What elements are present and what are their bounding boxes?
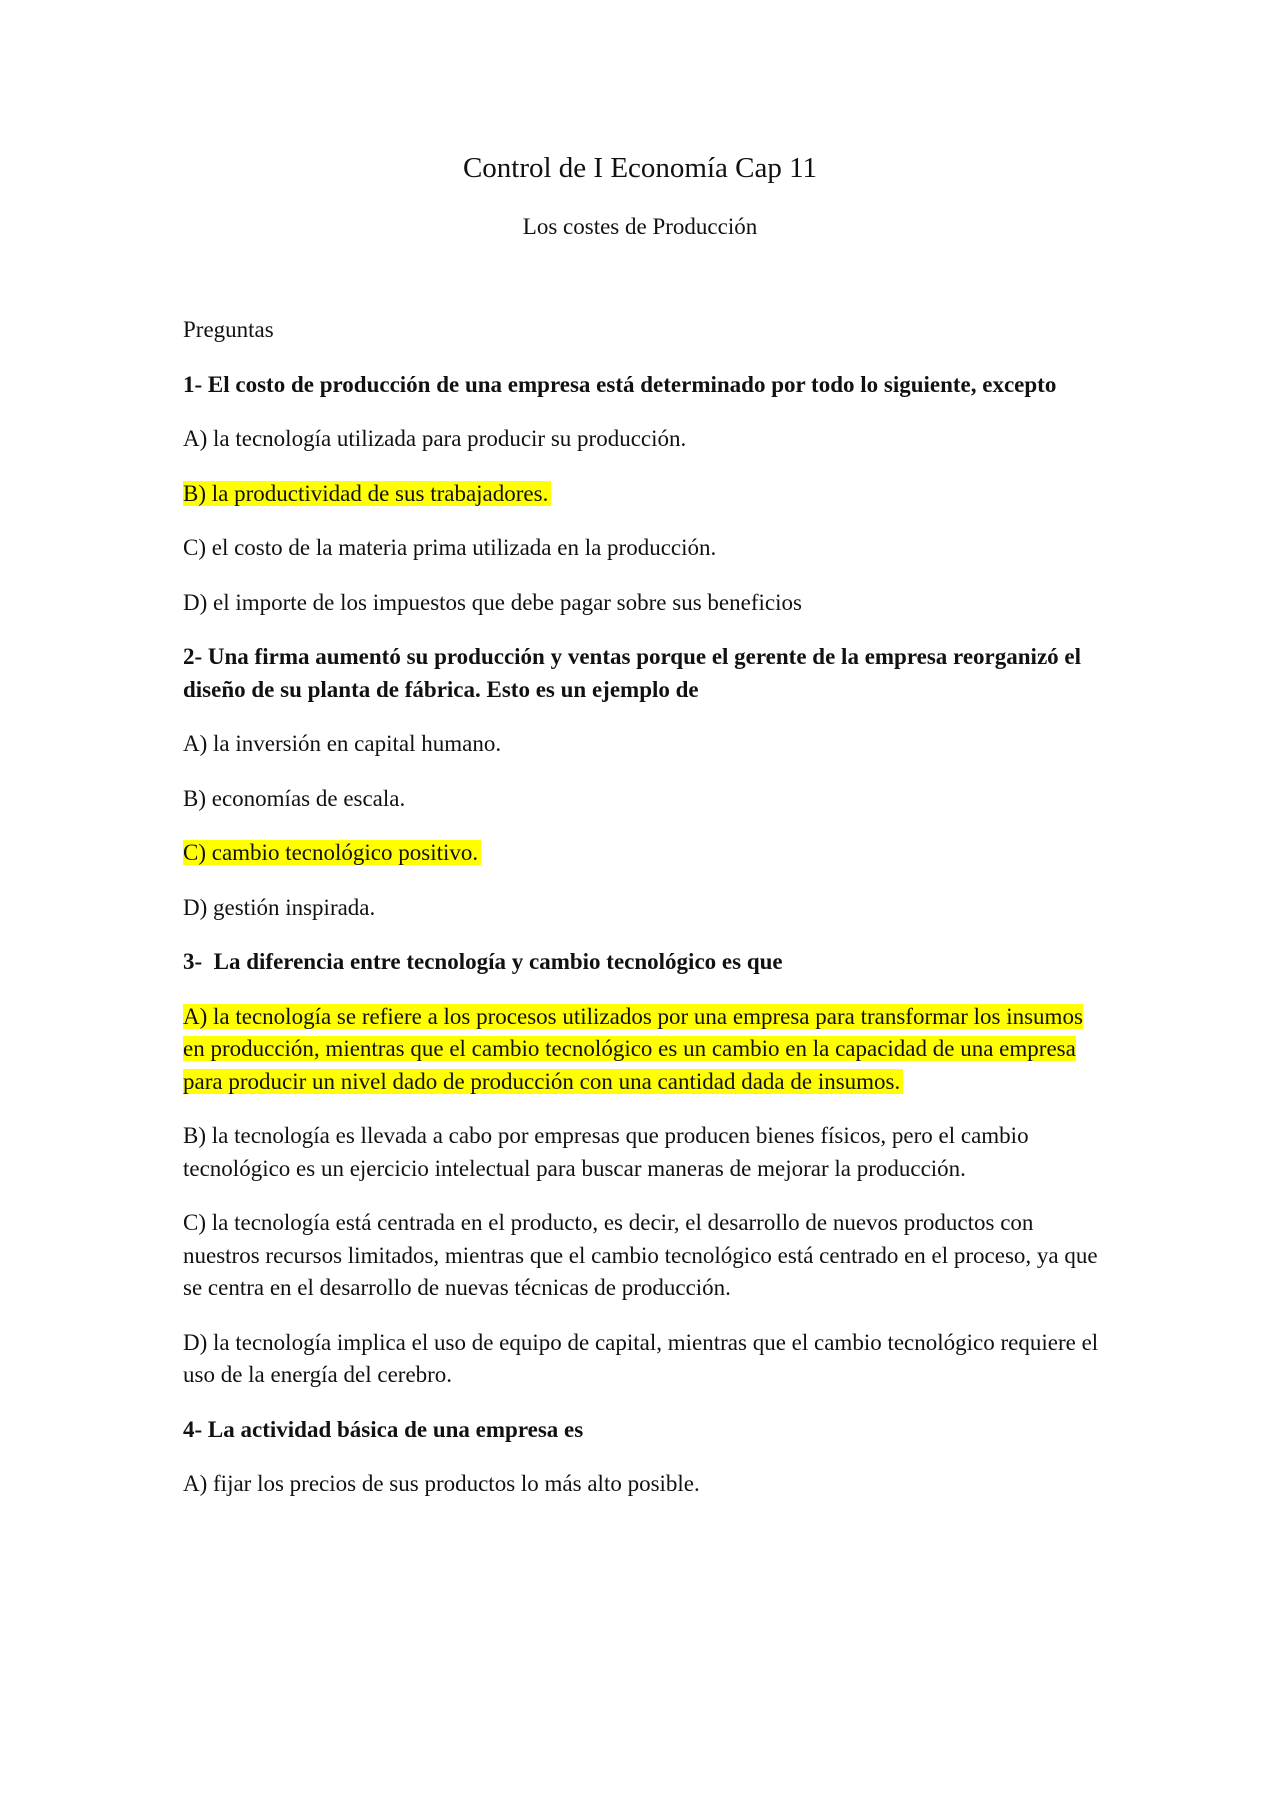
question-2-option-c <box>183 837 1103 870</box>
question-2: 2- Una firma aumentó su producción y ventas porque el gerente de la empresa reorganizó el diseño de su planta de fábrica. Esto es un ejemplo de <box>183 644 1081 702</box>
question-4-option-a: A) fijar los precios de sus productos lo más alto posible. <box>183 1471 700 1496</box>
question-3-option-a <box>183 1001 1103 1099</box>
question-1-option-b <box>183 478 1103 511</box>
question-3: 3- La diferencia entre tecnología y cambio tecnológico es que <box>183 949 783 974</box>
question-1-option-a: A) la tecnología utilizada para producir su producción. <box>183 426 687 451</box>
question-1-option-c: C) el costo de la materia prima utilizada en la producción. <box>183 535 717 560</box>
document-title: Control de I Economía Cap 11 <box>462 152 818 184</box>
question-2-option-d: D) gestión inspirada. <box>183 894 376 920</box>
answer-highlight: C) cambio tecnológico positivo. <box>183 840 481 865</box>
question-3-option-d: D) la tecnología implica el uso de equipo de capital, mientras que el cambio tecnológico requiere el uso de la energía del cerebro. <box>183 1329 1099 1387</box>
question-3-option-b: B) la tecnología es llevada a cabo por empresas que producen bienes físicos, pero el cambio tecnológico es un ejercicio intelectual para buscar maneras de mejorar la producción. <box>183 1123 1029 1181</box>
document-subtitle: Los costes de Producción <box>522 214 758 239</box>
answer-highlight: A) la tecnología se refiere a los procesos utilizados por una empresa para transformar los insumos en producción, mientras que el cambio tecnológico es un cambio en la capacidad de una empresa para producir un nivel dado de producción con una cantidad dada de insumos. <box>183 1003 1083 1094</box>
question-2-option-b: B) economías de escala. <box>183 785 406 811</box>
question-3-option-c: C) la tecnología está centrada en el producto, es decir, el desarrollo de nuevos productos con nuestros recursos limitados, mientras que el cambio tecnológico está centrado en el proceso, ya que se centra en el desarrollo de nuevas técnicas de producción. <box>183 1210 1098 1300</box>
section-label: Preguntas <box>183 317 274 342</box>
question-1-option-d: D) el importe de los impuestos que debe pagar sobre sus beneficios <box>183 589 802 615</box>
document-body <box>183 314 1103 1523</box>
question-1: 1- El costo de producción de una empresa está determinado por todo lo siguiente, excepto <box>183 371 1057 397</box>
question-2-option-a: A) la inversión en capital humano. <box>183 731 502 756</box>
question-4: 4- La actividad básica de una empresa es <box>183 1416 584 1442</box>
answer-highlight: B) la productividad de sus trabajadores. <box>183 481 551 506</box>
